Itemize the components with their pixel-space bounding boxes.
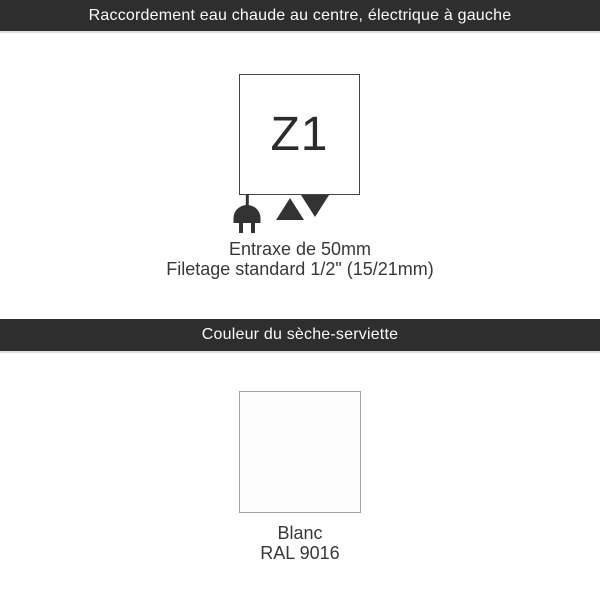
- color-swatch: [239, 391, 361, 513]
- spec-filetage: Filetage standard 1/2" (15/21mm): [166, 259, 434, 279]
- connection-header-banner: [0, 0, 600, 31]
- connection-specs: [0, 239, 600, 279]
- color-caption: [0, 523, 600, 563]
- up-triangle-icon: [276, 198, 304, 220]
- model-label: Z1: [270, 107, 329, 161]
- color-header-banner: [0, 319, 600, 351]
- spec-entraxe: Entraxe de 50mm: [228, 239, 372, 259]
- connection-header-text: Raccordement eau chaude au centre, électrique à gauche: [88, 6, 512, 24]
- radiator-outline-box: [239, 74, 360, 195]
- color-ral-code: RAL 9016: [260, 543, 340, 563]
- color-header-text: Couleur du sèche-serviette: [201, 326, 399, 343]
- plug-prong-right: [251, 223, 255, 233]
- down-triangle-icon: [301, 195, 329, 217]
- plug-prong-left: [239, 223, 243, 233]
- color-name: Blanc: [277, 523, 323, 543]
- plug-body: [234, 205, 261, 223]
- water-connection-triangles-icon: [272, 192, 332, 222]
- electric-plug-icon: [230, 193, 264, 235]
